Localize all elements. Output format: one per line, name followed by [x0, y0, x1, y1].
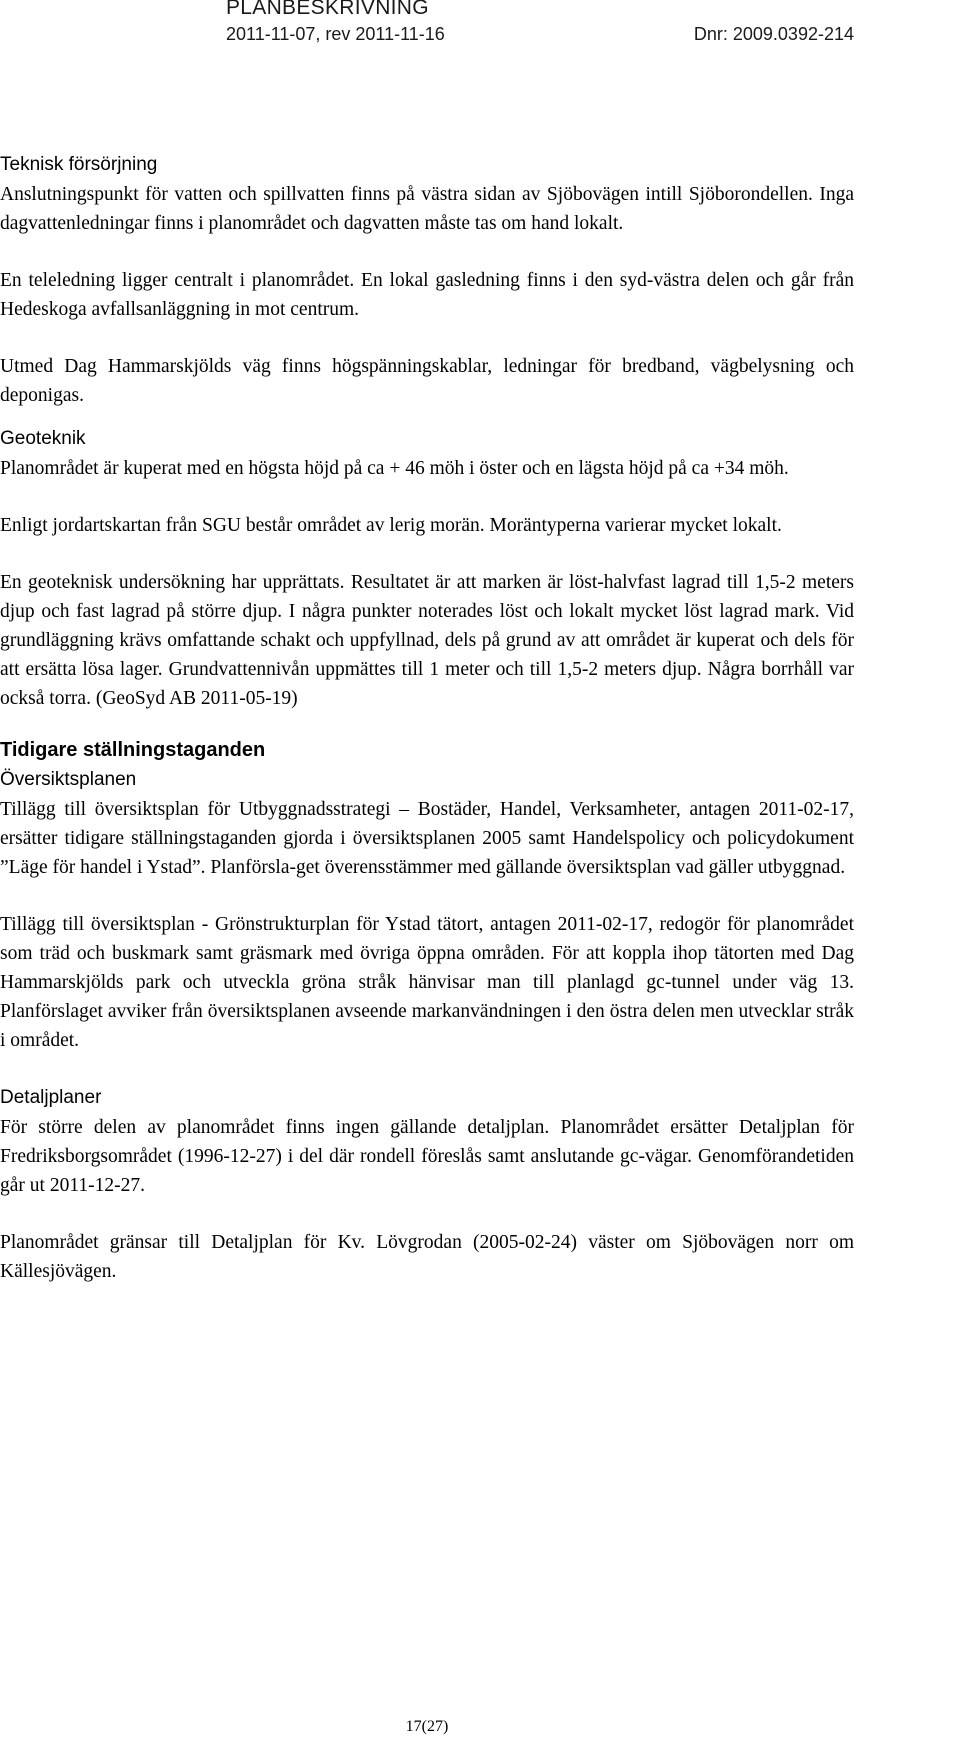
heading-geoteknik: Geoteknik [0, 428, 86, 449]
document-title: PLANBESKRIVNING [226, 0, 429, 19]
document-body [0, 150, 854, 1286]
heading-tidigare: Tidigare ställningstaganden [0, 739, 266, 761]
paragraph: För större delen av planområdet finns ingen gällande detaljplan. Planområdet ersätter Detaljplan för Fredriksborgsområdet (1996-12-27) i del där rondell föreslås samt anslutande gc-vägar. Genomförandetiden går ut 2011-12-27. [0, 1117, 854, 1196]
heading-oversiktsplanen: Översiktsplanen [0, 769, 137, 790]
paragraph: Enligt jordartskartan från SGU består området av lerig morän. Moräntyperna varierar mycket lokalt. [0, 515, 782, 536]
page-number: 17(27) [405, 1718, 449, 1735]
paragraph: Utmed Dag Hammarskjölds väg finns högspänningskablar, ledningar för bredband, vägbelysning och deponigas. [0, 356, 854, 406]
paragraph: Planområdet gränsar till Detaljplan för Kv. Lövgrodan (2005-02-24) väster om Sjöbovägen norr om Källesjövägen. [0, 1232, 854, 1282]
heading-teknisk: Teknisk försörjning [0, 154, 158, 175]
paragraph: Planområdet är kuperat med en högsta höjd på ca + 46 möh i öster och en lägsta höjd på ca +34 möh. [0, 458, 789, 479]
paragraph: Anslutningspunkt för vatten och spillvatten finns på västra sidan av Sjöbovägen intill Sjöborondellen. Inga dagvattenledningar finns i planområdet och dagvatten måste tas om hand lokalt. [0, 184, 854, 234]
paragraph: En geoteknisk undersökning har upprättats. Resultatet är att marken är löst-halvfast lagrad till 1,5-2 meters djup och fast lagrad på större djup. I några punkter noterades löst och lokalt mycket löst lagrad mark. Vid grundläggning krävs omfattande schakt och uppfyllnad, dels på grund av att området är kuperat och dels för att ersätta lösa lager. Grundvattennivån uppmättes till 1 meter och till 1,5-2 meters djup. Några borrhåll var också torra. (GeoSyd AB 2011-05-19) [0, 572, 854, 709]
revision-date: 2011-11-07, rev 2011-11-16 [226, 24, 445, 44]
paragraph: Tillägg till översiktsplan - Grönstrukturplan för Ystad tätort, antagen 2011-02-17, redogör för planområdet som träd och buskmark samt gräsmark med övriga öppna områden. För att koppla ihop tätorten med Dag Hammarskjölds park och utveckla gröna stråk hänvisar man till planlagd gc-tunnel under väg 13. Planförslaget avviker från översiktsplanen avseende markanvändningen i den östra delen men utvecklar stråk i området. [0, 914, 854, 1051]
heading-detaljplaner: Detaljplaner [0, 1087, 102, 1108]
paragraph: En teleledning ligger centralt i planområdet. En lokal gasledning finns i den syd-västra delen och går från Hedeskoga avfallsanläggning in mot centrum. [0, 270, 854, 320]
diary-number: Dnr: 2009.0392-214 [693, 24, 854, 44]
paragraph: Tillägg till översiktsplan för Utbyggnadsstrategi – Bostäder, Handel, Verksamheter, antagen 2011-02-17, ersätter tidigare ställningstaganden gjorda i översiktsplanen 2005 samt Handelspolicy och policydokument ”Läge för handel i Ystad”. Planförsla-get överensstämmer med gällande översiktsplan vad gäller utbyggnad. [0, 799, 854, 878]
